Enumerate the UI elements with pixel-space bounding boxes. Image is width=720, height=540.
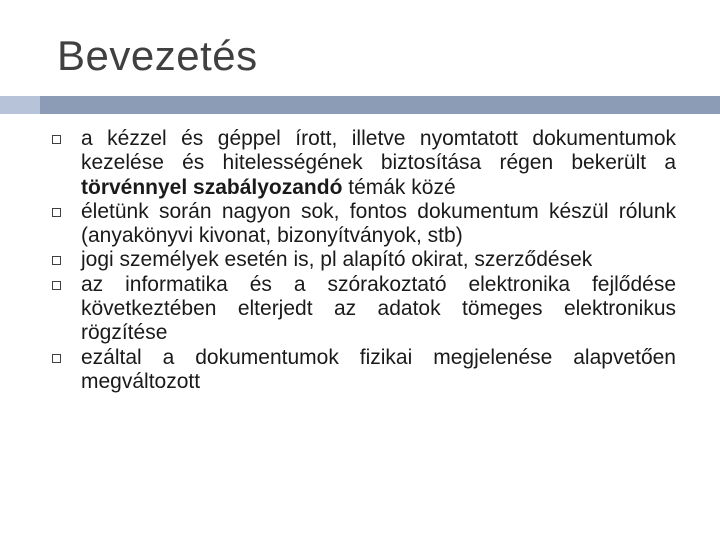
bullet-item [52, 200, 676, 249]
square-bullet-icon [52, 256, 61, 265]
bullet-text: az informatika és a szórakoztató elektronika fejlődése következtében elterjedt az adatok tömeges elektronikus rögzítése [81, 272, 676, 345]
square-bullet-icon [52, 135, 61, 144]
title-underline-bar [40, 96, 720, 114]
bullet-bold-text: törvénnyel szabályozandó [81, 175, 343, 199]
bullet-item [52, 273, 676, 346]
bullet-text: életünk során nagyon sok, fontos dokumentum készül rólunk (anyakönyvi kivonat, bizonyítványok, stb) [81, 199, 676, 248]
bullet-text: ezáltal a dokumentumok fizikai megjelenése alapvetően megváltozott [81, 345, 676, 393]
title-underline-left [0, 96, 40, 114]
bullet-text: a kézzel és géppel írott, illetve nyomtatott dokumentumok kezelése és hitelességének biztosítása régen bekerült a [81, 127, 676, 175]
square-bullet-icon [52, 281, 61, 290]
bullet-item [52, 248, 676, 272]
bullet-text: jogi személyek esetén is, pl alapító okirat, szerződések [81, 248, 593, 272]
square-bullet-icon [52, 208, 61, 217]
bullet-list [52, 127, 676, 394]
bullet-text-tail: témák közé [342, 175, 456, 199]
bullet-item [52, 346, 676, 395]
bullet-item [52, 127, 676, 200]
square-bullet-icon [52, 354, 61, 363]
slide-title: Bevezetés [57, 32, 258, 79]
